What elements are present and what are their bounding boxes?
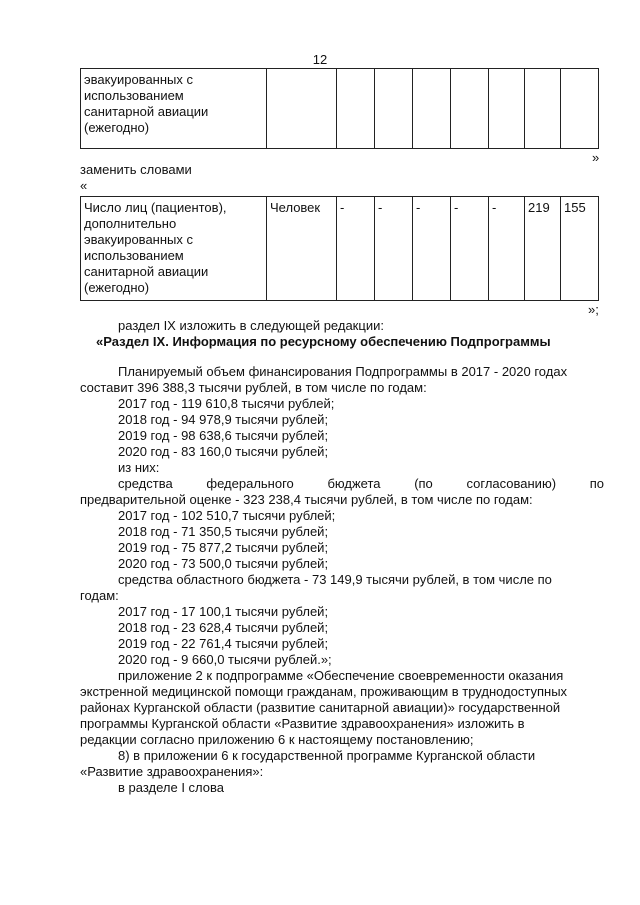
value-cell: 219 [525, 197, 561, 301]
unit-cell: Человек [267, 197, 337, 301]
paragraph-line: 2020 год - 83 160,0 тысячи рублей; [118, 444, 329, 459]
paragraph-line: районах Курганской области (развитие санитарной авиации)» государственной [80, 700, 561, 715]
closing-quote: » [592, 150, 600, 165]
indicator-cell [81, 69, 267, 149]
unit-cell [267, 69, 337, 149]
indicator-line: эвакуированных с [84, 232, 193, 247]
paragraph-line: годам: [80, 588, 119, 603]
section-heading: «Раздел IX. Информация по ресурсному обеспечению Подпрограммы [96, 334, 551, 349]
paragraph-line: 2019 год - 22 761,4 тысячи рублей; [118, 636, 329, 651]
indicator-line: использованием [84, 88, 184, 103]
value-cell: - [337, 197, 375, 301]
value-cell [451, 69, 489, 149]
paragraph-line: средства областного бюджета - 73 149,9 тысячи рублей, в том числе по [118, 572, 552, 587]
paragraph-line: из них: [118, 460, 160, 475]
paragraph-line: 2020 год - 9 660,0 тысячи рублей.»; [118, 652, 332, 667]
paragraph-line: 2019 год - 75 877,2 тысячи рублей; [118, 540, 329, 555]
indicator-line: использованием [84, 248, 184, 263]
closing-quote: »; [588, 302, 599, 317]
paragraph-line: 8) в приложении 6 к государственной программе Курганской области [118, 748, 536, 763]
paragraph-line: 2017 год - 17 100,1 тысячи рублей; [118, 604, 329, 619]
indicator-line: эвакуированных с [84, 72, 193, 87]
paragraph-line-justified [118, 476, 604, 492]
table-continued [80, 68, 599, 149]
replace-words-text: заменить словами [80, 162, 192, 177]
indicator-cell [81, 197, 267, 301]
paragraph-line: 2017 год - 119 610,8 тысячи рублей; [118, 396, 335, 411]
paragraph-line: 2018 год - 94 978,9 тысячи рублей; [118, 412, 329, 427]
value-cell [413, 69, 451, 149]
paragraph-line: раздел IX изложить в следующей редакции: [118, 318, 384, 333]
paragraph-line: приложение 2 к подпрограмме «Обеспечение своевременности оказания [118, 668, 564, 683]
indicator-line: (ежегодно) [84, 280, 150, 295]
value-cell [561, 69, 599, 149]
paragraph-line: «Развитие здравоохранения»: [80, 764, 264, 779]
indicator-line: санитарной авиации [84, 264, 209, 279]
opening-quote: « [80, 178, 88, 193]
indicator-line: Число лиц (пациентов), [84, 200, 227, 215]
paragraph-line: программы Курганской области «Развитие здравоохранения» изложить в [80, 716, 525, 731]
paragraph-line: 2017 год - 102 510,7 тысячи рублей; [118, 508, 336, 523]
value-cell: 155 [561, 197, 599, 301]
value-cell [375, 69, 413, 149]
paragraph-line: редакции согласно приложению 6 к настоящему постановлению; [80, 732, 474, 747]
paragraph-line: 2019 год - 98 638,6 тысячи рублей; [118, 428, 329, 443]
paragraph-line: 2020 год - 73 500,0 тысячи рублей; [118, 556, 329, 571]
paragraph-line: 2018 год - 71 350,5 тысячи рублей; [118, 524, 329, 539]
indicator-line: дополнительно [84, 216, 177, 231]
indicator-line: санитарной авиации [84, 104, 209, 119]
paragraph-line: Планируемый объем финансирования Подпрограммы в 2017 - 2020 годах [118, 364, 568, 379]
value-cell: - [489, 197, 525, 301]
page-number: 12 [312, 52, 328, 67]
value-cell: - [451, 197, 489, 301]
value-cell [525, 69, 561, 149]
value-cell: - [413, 197, 451, 301]
word: федерального [206, 476, 294, 491]
value-cell [337, 69, 375, 149]
word: (по [414, 476, 433, 491]
value-cell: - [375, 197, 413, 301]
word: согласованию) [466, 476, 557, 491]
paragraph-line: составит 396 388,3 тысячи рублей, в том числе по годам: [80, 380, 427, 395]
paragraph-line: в разделе I слова [118, 780, 224, 795]
paragraph-line: экстренной медицинской помощи гражданам, проживающим в труднодоступных [80, 684, 568, 699]
paragraph-line: 2018 год - 23 628,4 тысячи рублей; [118, 620, 329, 635]
word: средства [118, 476, 173, 491]
word: бюджета [327, 476, 381, 491]
paragraph-line: предварительной оценке - 323 238,4 тысячи рублей, в том числе по годам: [80, 492, 533, 507]
indicator-line: (ежегодно) [84, 120, 150, 135]
table-replacement [80, 196, 599, 301]
value-cell [489, 69, 525, 149]
word: по [589, 476, 604, 491]
